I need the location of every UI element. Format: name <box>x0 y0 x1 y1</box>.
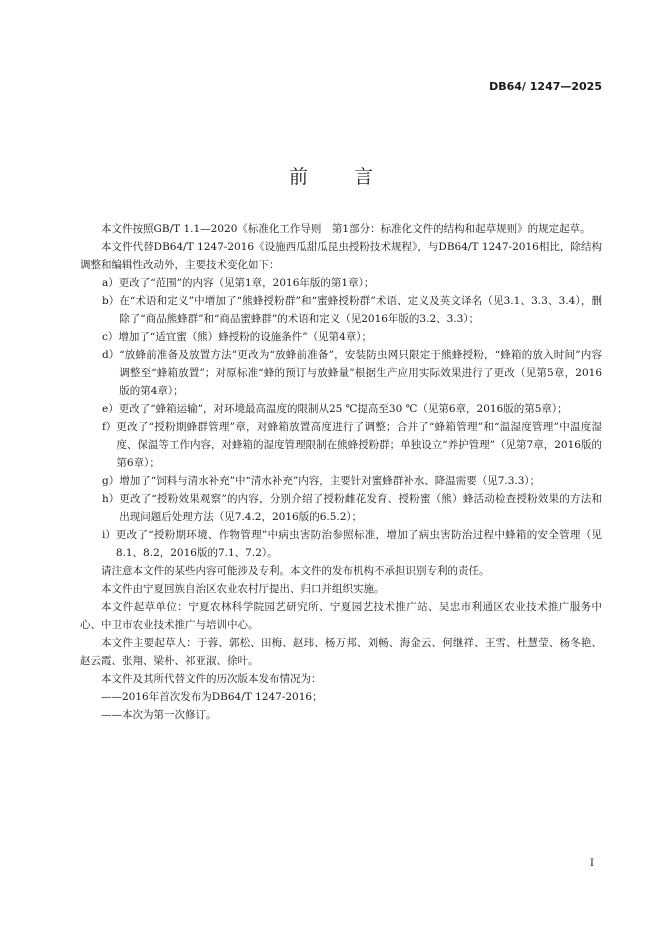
list-item <box>80 274 602 292</box>
document-code: DB64/ 1247—2025 <box>489 80 602 93</box>
list-marker: f） <box>102 421 117 433</box>
paragraph-proposer: 本文件由宁夏回族自治区农业农村厅提出、归口并组织实施。 <box>101 583 385 595</box>
list-marker: b） <box>102 295 120 307</box>
foreword-body <box>80 220 602 724</box>
list-marker: e） <box>102 403 119 415</box>
title-char-1: 前 <box>288 166 308 188</box>
page-number: I <box>590 858 594 869</box>
list-marker: c） <box>102 331 119 343</box>
paragraph-drafters: 本文件主要起草人：于蓉、郭松、田梅、赵玮、杨万邦、刘畅、海金云、何继祥、王雪、杜慧莹、杨冬艳、赵云霞、张翔、梁朴、祁亚淑、徐叶。 <box>80 637 602 667</box>
list-text: 在“术语和定义”中增加了“熊蜂授粉群”和“蜜蜂授粉群”术语、定义及英文译名（见3.1、3.3、3.4），删除了“商品熊蜂群”和“商品蜜蜂群”的术语和定义（见2016年版的3.2、3.3）； <box>119 295 602 325</box>
list-marker: a） <box>102 277 119 289</box>
list-text: 更改了“授粉效果观察”的内容，分别介绍了授粉雌花发育、授粉蜜（熊）蜂活动检查授粉效果的方法和出现问题后处理方法（见7.4.2，2016版的6.5.2）； <box>119 493 602 523</box>
list-marker: h） <box>102 493 120 505</box>
paragraph-drafting-units: 本文件起草单位：宁夏农林科学院园艺研究所、宁夏园艺技术推广站、吴忠市利通区农业技术推广服务中心、中卫市农业技术推广与培训中心。 <box>80 601 602 631</box>
history-item: ——本次为第一次修订。 <box>101 709 217 721</box>
list-marker: i） <box>102 529 116 541</box>
list-text: “放蜂前准备及放置方法”更改为“放蜂前准备”，安装防虫网只限定于熊蜂授粉，“蜂箱的放入时间”内容调整至“蜂箱放置”；对原标准“蜂的预订与放蜂量”根据生产应用实际效果进行了更改（见第5章，2016版的第4章）； <box>119 349 602 397</box>
paragraph-patent-notice: 请注意本文件的某些内容可能涉及专利。本文件的发布机构不承担识别专利的责任。 <box>101 565 490 577</box>
list-text: 更改了“授粉期环境、作物管理”中病虫害防治参照标准，增加了病虫害防治过程中蜂箱的安全管理（见8.1、8.2，2016版的7.1、7.2）。 <box>115 529 602 559</box>
list-item <box>80 418 602 472</box>
history-item: ——2016年首次发布为DB64/T 1247-2016； <box>101 691 323 703</box>
list-item <box>80 490 602 526</box>
paragraph-replacement: 本文件代替DB64/T 1247-2016《设施西瓜甜瓜昆虫授粉技术规程》，与DB64/T 1247-2016相比，除结构调整和编辑性改动外，主要技术变化如下： <box>80 241 602 271</box>
list-text: 增加了“饲料与清水补充”中“清水补充”内容，主要针对蜜蜂群补水、降温需要（见7.3.3）； <box>119 475 541 487</box>
list-item <box>80 526 602 562</box>
list-item <box>80 292 602 328</box>
list-text: 更改了“蜂箱运输”，对环境最高温度的限制从25 ℃提高至30 ℃（见第6章，2016版的第5章）； <box>118 403 568 415</box>
page-title <box>0 162 662 189</box>
list-marker: d） <box>102 349 120 361</box>
list-item <box>80 328 602 346</box>
list-item <box>80 472 602 490</box>
list-marker: g） <box>102 475 120 487</box>
paragraph-history-intro: 本文件及其所代替文件的历次版本发布情况为： <box>101 673 322 685</box>
paragraph-standard-basis: 本文件按照GB/T 1.1—2020《标准化工作导则 第1部分：标准化文件的结构和起草规则》的规定起草。 <box>101 223 591 235</box>
list-item <box>80 400 602 418</box>
list-text: 更改了“范围”的内容（见第1章，2016年版的第1章）； <box>118 277 375 289</box>
list-text: 更改了“授粉期蜂群管理”章，对蜂箱放置高度进行了调整；合并了“蜂箱管理”和“温湿度管理”中温度湿度、保温等工作内容，对蜂箱的湿度管理限制在熊蜂授粉群；单独设立“养护管理”（见第7章，2016版的第6章）； <box>116 421 602 469</box>
title-char-2: 言 <box>354 166 374 188</box>
list-text: 增加了“适宜蜜（熊）蜂授粉的设施条件”（见第4章）； <box>118 331 373 343</box>
list-item <box>80 346 602 400</box>
